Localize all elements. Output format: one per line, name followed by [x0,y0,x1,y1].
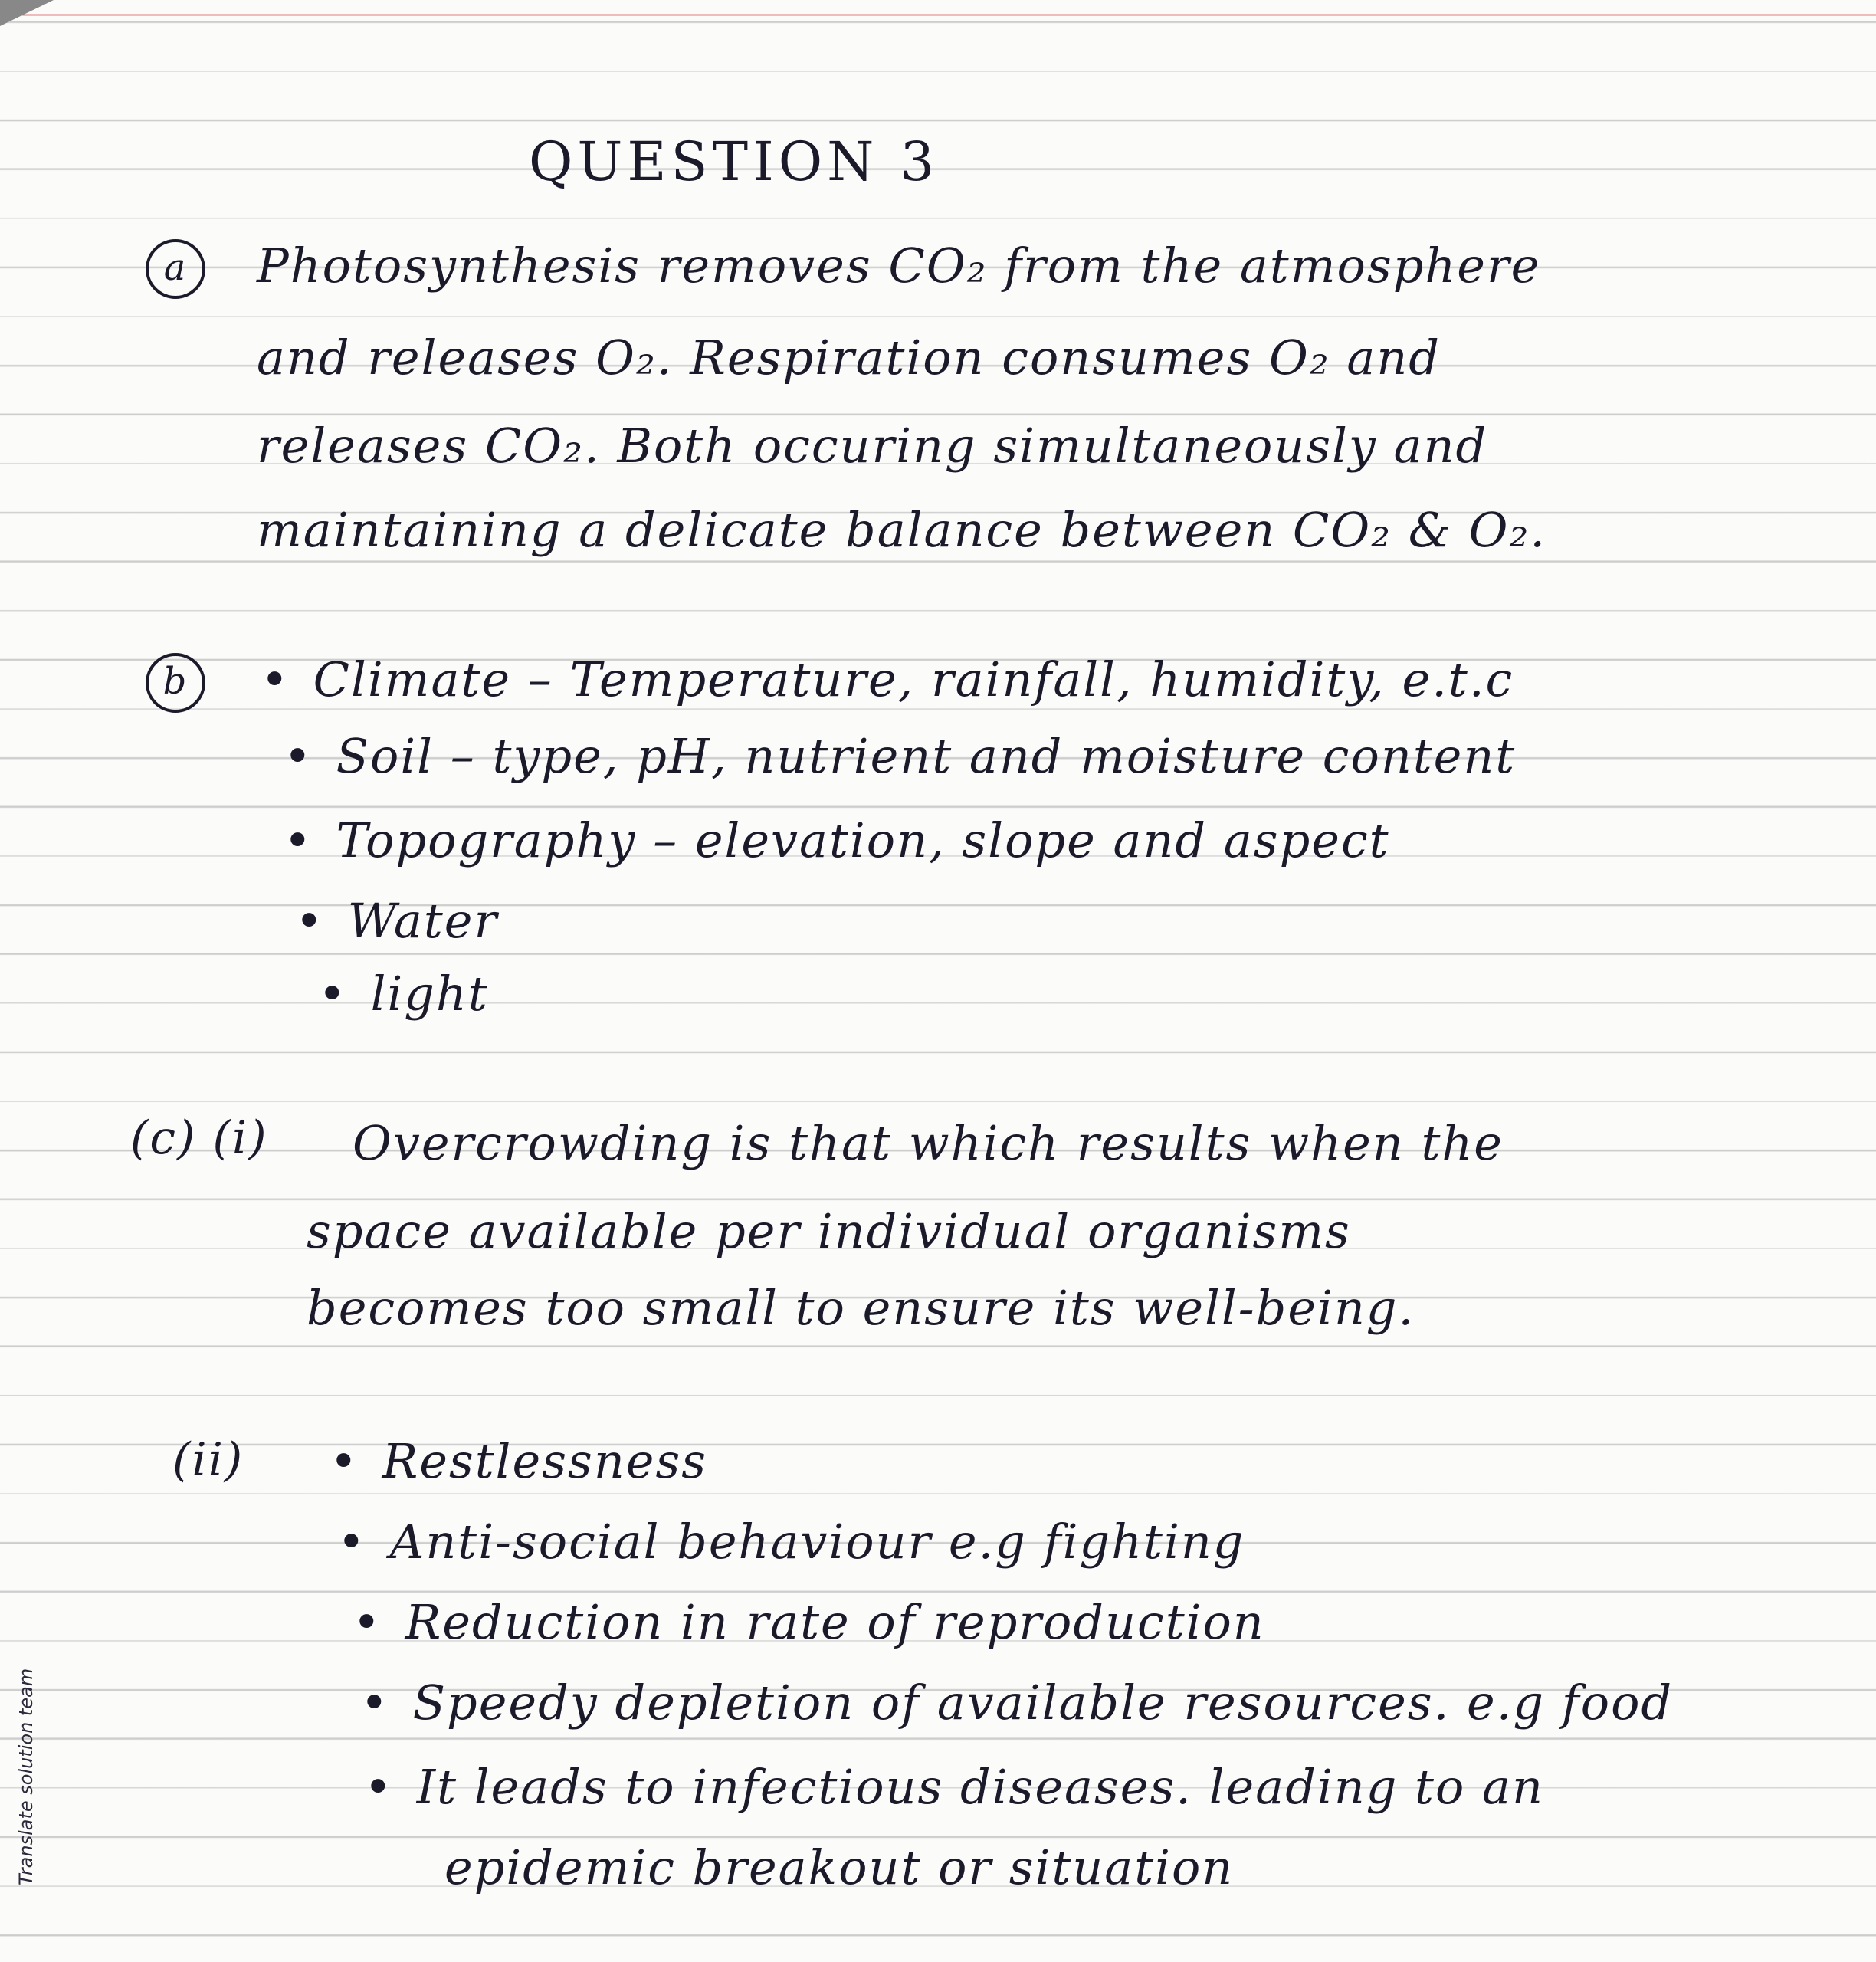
part-c-ii-item-5: • It leads to infectious diseases. leading to an [364,1759,1544,1815]
part-b-item-1: • Climate – Temperature, rainfall, humidity, e.t.c [261,651,1514,707]
part-a-label [146,238,205,299]
part-c-ii-item-4: • Speedy depletion of available resources. e.g food [360,1675,1673,1731]
part-b-item-4: • Water [295,893,498,949]
page-title: QUESTION 3 [529,130,940,193]
part-a-line-1: Photosynthesis removes CO₂ from the atmosphere [257,238,1541,294]
part-b-item-3: • Topography – elevation, slope and aspect [284,812,1390,868]
part-c-ii-item-5-continued: epidemic breakout or situation [444,1839,1235,1895]
corner-fold [0,0,54,26]
part-a-line-2: and releases O₂. Respiration consumes O₂ and [257,330,1441,386]
margin-note: Translate solution team [15,1668,37,1885]
part-b-label [146,651,205,713]
part-c-i-line-2: space available per individual organisms [307,1203,1351,1259]
part-b-marker: b [146,653,205,713]
part-b-item-5: • light [318,966,489,1022]
part-c-ii-item-1: • Restlessness [330,1433,707,1489]
part-a-line-3: releases CO₂. Both occuring simultaneously and [257,418,1488,474]
part-a-marker: a [146,239,205,299]
top-margin-rule [0,14,1876,16]
part-c-i-line-3: becomes too small to ensure its well-being. [307,1280,1415,1336]
part-c-ii-label: (ii) [172,1433,244,1487]
part-b-item-2: • Soil – type, pH, nutrient and moisture content [284,728,1516,784]
part-c-i-label: (c) (i) [130,1111,268,1165]
part-c-ii-item-2: • Anti-social behaviour e.g fighting [337,1514,1245,1570]
part-c-ii-item-3: • Reduction in rate of reproduction [353,1594,1265,1650]
part-a-line-4: maintaining a delicate balance between CO₂ & O₂. [257,502,1547,558]
part-c-i-line-1: Overcrowding is that which results when the [353,1115,1504,1171]
